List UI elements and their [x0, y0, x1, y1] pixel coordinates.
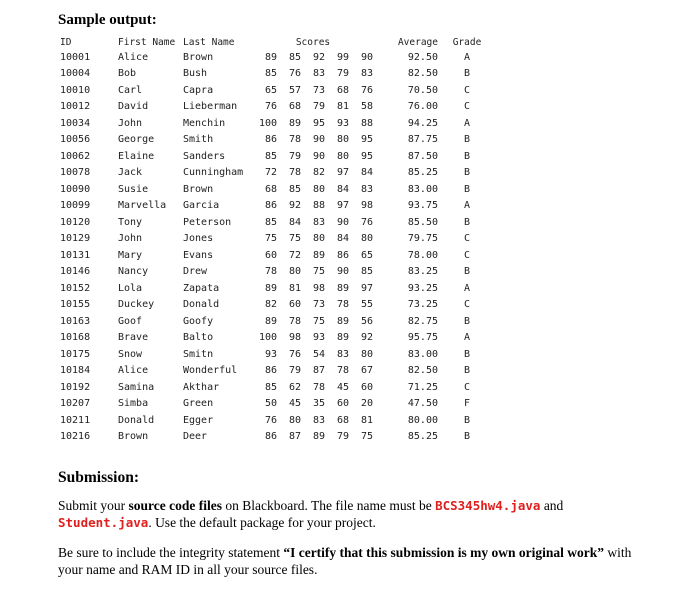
- table-row: [60, 198, 496, 215]
- cell-average: 82.50: [407, 365, 438, 377]
- cell-score: 80: [312, 233, 325, 245]
- cell-score: 88: [312, 200, 325, 212]
- cell-score: 87: [288, 431, 301, 443]
- cell-grade: B: [463, 414, 471, 426]
- cell-score: 97: [336, 167, 349, 179]
- cell-score: 82: [264, 299, 277, 311]
- cell-grade: B: [463, 68, 471, 80]
- cell-first-name: Donald: [118, 414, 155, 426]
- cell-average: 78.00: [407, 249, 438, 261]
- table-row: [60, 363, 496, 380]
- cell-score: 98: [360, 200, 373, 212]
- cell-grade: A: [463, 51, 471, 63]
- header-last-name: Last Name: [183, 36, 235, 48]
- cell-id: 10168: [60, 332, 91, 344]
- table-row: [60, 165, 496, 182]
- cell-score: 83: [312, 68, 325, 80]
- cell-id: 10192: [60, 381, 91, 393]
- cell-score: 80: [312, 183, 325, 195]
- cell-grade: B: [463, 167, 471, 179]
- cell-last-name: Brown: [183, 183, 214, 195]
- cell-score: 85: [264, 68, 277, 80]
- cell-score: 35: [312, 398, 325, 410]
- cell-score: 75: [288, 233, 301, 245]
- cell-id: 10129: [60, 233, 91, 245]
- cell-score: 76: [264, 414, 277, 426]
- cell-score: 79: [312, 101, 325, 113]
- cell-score: 80: [336, 150, 349, 162]
- cell-grade: B: [463, 315, 471, 327]
- cell-score: 50: [264, 398, 277, 410]
- cell-score: 86: [336, 249, 349, 261]
- cell-score: 80: [336, 134, 349, 146]
- cell-score: 90: [312, 134, 325, 146]
- cell-score: 97: [360, 282, 373, 294]
- filename-student: Student.java: [58, 515, 149, 530]
- cell-score: 65: [360, 249, 373, 261]
- cell-average: 76.00: [407, 101, 438, 113]
- cell-score: 89: [336, 332, 349, 344]
- cell-score: 88: [360, 117, 373, 129]
- cell-average: 80.00: [407, 414, 438, 426]
- cell-score: 80: [360, 348, 373, 360]
- cell-first-name: Brown: [118, 431, 149, 443]
- cell-grade: B: [463, 431, 471, 443]
- cell-score: 73: [312, 84, 325, 96]
- cell-score: 79: [336, 431, 349, 443]
- header-id: ID: [60, 36, 72, 48]
- sample-output-heading: Sample output:: [58, 12, 157, 28]
- cell-last-name: Smith: [183, 134, 214, 146]
- cell-average: 95.75: [407, 332, 438, 344]
- cell-first-name: Simba: [118, 398, 149, 410]
- cell-score: 83: [312, 414, 325, 426]
- cell-score: 76: [360, 84, 373, 96]
- cell-score: 95: [312, 117, 325, 129]
- cell-score: 65: [264, 84, 277, 96]
- table-row: [60, 379, 496, 396]
- table-row: [60, 231, 496, 248]
- cell-score: 89: [264, 282, 277, 294]
- cell-first-name: John: [118, 117, 143, 129]
- cell-last-name: Evans: [183, 249, 214, 261]
- cell-score: 76: [288, 68, 301, 80]
- cell-grade: C: [463, 84, 471, 96]
- cell-score: 100: [258, 332, 277, 344]
- cell-first-name: David: [118, 101, 149, 113]
- cell-first-name: Bob: [118, 68, 137, 80]
- cell-score: 81: [288, 282, 301, 294]
- cell-id: 10099: [60, 200, 91, 212]
- cell-score: 57: [288, 84, 301, 96]
- integrity-text-a: Be sure to include the integrity statement: [58, 545, 284, 560]
- cell-grade: C: [463, 233, 471, 245]
- cell-score: 76: [288, 348, 301, 360]
- cell-first-name: Alice: [118, 365, 149, 377]
- cell-average: 71.25: [407, 381, 438, 393]
- cell-score: 75: [264, 233, 277, 245]
- cell-score: 60: [336, 398, 349, 410]
- filename-main: BCS345hw4.java: [435, 498, 541, 513]
- cell-grade: B: [463, 266, 471, 278]
- cell-score: 80: [288, 266, 301, 278]
- cell-score: 76: [360, 216, 373, 228]
- cell-id: 10078: [60, 167, 91, 179]
- table-row: [60, 66, 496, 83]
- sample-output-table: [60, 35, 496, 445]
- cell-last-name: Capra: [183, 84, 214, 96]
- cell-average: 85.50: [407, 216, 438, 228]
- header-grade: Grade: [452, 36, 482, 48]
- cell-first-name: Brave: [118, 332, 149, 344]
- cell-last-name: Donald: [183, 299, 220, 311]
- cell-first-name: Tony: [118, 216, 143, 228]
- table-row: [60, 280, 496, 297]
- cell-score: 100: [258, 117, 277, 129]
- cell-score: 60: [288, 299, 301, 311]
- cell-average: 83.00: [407, 348, 438, 360]
- cell-score: 68: [288, 101, 301, 113]
- cell-average: 85.25: [407, 431, 438, 443]
- cell-id: 10131: [60, 249, 91, 261]
- cell-first-name: Elaine: [118, 150, 155, 162]
- cell-first-name: Carl: [118, 84, 143, 96]
- table-row: [60, 99, 496, 116]
- cell-score: 90: [312, 150, 325, 162]
- cell-first-name: Jack: [118, 167, 143, 179]
- table-row: [60, 396, 496, 413]
- cell-score: 89: [312, 431, 325, 443]
- cell-id: 10062: [60, 150, 91, 162]
- cell-last-name: Sanders: [183, 150, 226, 162]
- cell-average: 47.50: [407, 398, 438, 410]
- cell-score: 84: [360, 167, 373, 179]
- cell-grade: B: [463, 365, 471, 377]
- cell-id: 10211: [60, 414, 91, 426]
- cell-last-name: Smitn: [183, 348, 214, 360]
- cell-last-name: Peterson: [183, 216, 232, 228]
- submit-text-bold: source code files: [128, 498, 222, 513]
- cell-average: 82.75: [407, 315, 438, 327]
- cell-id: 10120: [60, 216, 91, 228]
- cell-id: 10184: [60, 365, 91, 377]
- submit-text-e: . Use the default package for your project.: [148, 515, 376, 530]
- cell-score: 56: [360, 315, 373, 327]
- cell-score: 20: [360, 398, 373, 410]
- table-row: [60, 412, 496, 429]
- cell-grade: C: [463, 381, 471, 393]
- cell-average: 93.25: [407, 282, 438, 294]
- cell-score: 90: [360, 51, 373, 63]
- cell-grade: B: [463, 134, 471, 146]
- cell-average: 93.75: [407, 200, 438, 212]
- cell-last-name: Garcia: [183, 200, 220, 212]
- cell-last-name: Egger: [183, 414, 214, 426]
- integrity-text-b: with your name and RAM ID in all your source files.: [58, 545, 632, 577]
- cell-score: 87: [312, 365, 325, 377]
- submission-heading: Submission:: [58, 469, 139, 486]
- cell-score: 54: [312, 348, 325, 360]
- cell-first-name: Snow: [118, 348, 143, 360]
- table-row: [60, 346, 496, 363]
- cell-score: 82: [312, 167, 325, 179]
- cell-score: 97: [336, 200, 349, 212]
- cell-score: 98: [288, 332, 301, 344]
- cell-score: 98: [312, 282, 325, 294]
- cell-last-name: Drew: [183, 266, 208, 278]
- cell-last-name: Akthar: [183, 381, 220, 393]
- table-header-row: [60, 35, 496, 49]
- cell-score: 81: [360, 414, 373, 426]
- cell-score: 93: [312, 332, 325, 344]
- cell-average: 73.25: [407, 299, 438, 311]
- cell-last-name: Jones: [183, 233, 214, 245]
- cell-grade: A: [463, 282, 471, 294]
- integrity-instructions: [58, 544, 658, 578]
- table-row: [60, 264, 496, 281]
- cell-score: 78: [264, 266, 277, 278]
- cell-score: 72: [288, 249, 301, 261]
- cell-score: 60: [264, 249, 277, 261]
- cell-score: 80: [360, 233, 373, 245]
- cell-score: 85: [264, 381, 277, 393]
- cell-score: 83: [312, 216, 325, 228]
- cell-score: 90: [336, 266, 349, 278]
- cell-score: 92: [288, 200, 301, 212]
- cell-grade: B: [463, 150, 471, 162]
- cell-score: 55: [360, 299, 373, 311]
- cell-score: 78: [336, 365, 349, 377]
- cell-score: 92: [360, 332, 373, 344]
- cell-grade: F: [463, 398, 471, 410]
- cell-score: 92: [312, 51, 325, 63]
- cell-grade: A: [463, 200, 471, 212]
- cell-score: 78: [288, 134, 301, 146]
- cell-score: 89: [336, 282, 349, 294]
- cell-id: 10163: [60, 315, 91, 327]
- cell-average: 70.50: [407, 84, 438, 96]
- cell-score: 86: [264, 365, 277, 377]
- cell-score: 76: [264, 101, 277, 113]
- cell-score: 84: [288, 216, 301, 228]
- cell-average: 82.50: [407, 68, 438, 80]
- cell-score: 86: [264, 431, 277, 443]
- cell-score: 78: [336, 299, 349, 311]
- cell-score: 75: [312, 315, 325, 327]
- cell-first-name: Nancy: [118, 266, 149, 278]
- cell-last-name: Zapata: [183, 282, 220, 294]
- cell-score: 81: [336, 101, 349, 113]
- cell-score: 58: [360, 101, 373, 113]
- cell-id: 10152: [60, 282, 91, 294]
- header-first-name: First Name: [118, 36, 176, 48]
- cell-score: 99: [336, 51, 349, 63]
- cell-score: 89: [336, 315, 349, 327]
- cell-score: 68: [336, 84, 349, 96]
- cell-score: 89: [264, 51, 277, 63]
- cell-score: 78: [288, 315, 301, 327]
- cell-grade: C: [463, 101, 471, 113]
- table-row: [60, 181, 496, 198]
- cell-last-name: Goofy: [183, 315, 214, 327]
- cell-score: 78: [288, 167, 301, 179]
- cell-first-name: Alice: [118, 51, 149, 63]
- cell-average: 83.00: [407, 183, 438, 195]
- cell-last-name: Lieberman: [183, 101, 238, 113]
- table-row: [60, 313, 496, 330]
- cell-average: 87.75: [407, 134, 438, 146]
- cell-score: 89: [312, 249, 325, 261]
- table-row: [60, 429, 496, 446]
- cell-id: 10010: [60, 84, 91, 96]
- cell-score: 83: [336, 348, 349, 360]
- cell-score: 89: [264, 315, 277, 327]
- cell-score: 75: [312, 266, 325, 278]
- cell-grade: A: [463, 332, 471, 344]
- cell-score: 90: [336, 216, 349, 228]
- cell-last-name: Green: [183, 398, 214, 410]
- table-row: [60, 214, 496, 231]
- cell-score: 95: [360, 150, 373, 162]
- cell-grade: C: [463, 299, 471, 311]
- cell-last-name: Bush: [183, 68, 208, 80]
- cell-score: 85: [264, 216, 277, 228]
- cell-first-name: Samina: [118, 381, 155, 393]
- cell-score: 79: [336, 68, 349, 80]
- cell-id: 10012: [60, 101, 91, 113]
- cell-score: 75: [360, 431, 373, 443]
- cell-score: 85: [264, 150, 277, 162]
- cell-average: 85.25: [407, 167, 438, 179]
- cell-score: 62: [288, 381, 301, 393]
- table-row: [60, 297, 496, 314]
- table-row: [60, 115, 496, 132]
- cell-last-name: Menchin: [183, 117, 226, 129]
- cell-score: 86: [264, 134, 277, 146]
- table-row: [60, 49, 496, 66]
- cell-id: 10056: [60, 134, 91, 146]
- submit-instructions: [58, 497, 658, 531]
- cell-score: 80: [288, 414, 301, 426]
- cell-score: 79: [288, 365, 301, 377]
- cell-id: 10004: [60, 68, 91, 80]
- cell-first-name: Duckey: [118, 299, 155, 311]
- cell-score: 93: [336, 117, 349, 129]
- cell-score: 85: [288, 51, 301, 63]
- cell-id: 10034: [60, 117, 91, 129]
- cell-score: 45: [288, 398, 301, 410]
- table-row: [60, 330, 496, 347]
- cell-first-name: John: [118, 233, 143, 245]
- cell-id: 10175: [60, 348, 91, 360]
- cell-first-name: Lola: [118, 282, 143, 294]
- cell-grade: B: [463, 348, 471, 360]
- table-row: [60, 247, 496, 264]
- cell-score: 68: [336, 414, 349, 426]
- cell-id: 10090: [60, 183, 91, 195]
- cell-first-name: Susie: [118, 183, 149, 195]
- cell-id: 10216: [60, 431, 91, 443]
- submit-text-d: and: [540, 498, 564, 513]
- cell-id: 10001: [60, 51, 91, 63]
- cell-score: 60: [360, 381, 373, 393]
- cell-grade: B: [463, 216, 471, 228]
- cell-score: 79: [288, 150, 301, 162]
- table-row: [60, 148, 496, 165]
- cell-score: 89: [288, 117, 301, 129]
- cell-last-name: Brown: [183, 51, 214, 63]
- table-row: [60, 132, 496, 149]
- table-row: [60, 82, 496, 99]
- cell-last-name: Deer: [183, 431, 208, 443]
- cell-last-name: Wonderful: [183, 365, 238, 377]
- cell-score: 72: [264, 167, 277, 179]
- cell-score: 83: [360, 183, 373, 195]
- cell-first-name: Goof: [118, 315, 143, 327]
- submit-text-c: on Blackboard. The file name must be: [222, 498, 436, 513]
- cell-id: 10146: [60, 266, 91, 278]
- cell-average: 79.75: [407, 233, 438, 245]
- header-average: Average: [397, 36, 438, 48]
- submit-text-a: Submit your: [58, 498, 129, 513]
- cell-grade: B: [463, 183, 471, 195]
- cell-average: 87.50: [407, 150, 438, 162]
- cell-average: 94.25: [407, 117, 438, 129]
- cell-score: 93: [264, 348, 277, 360]
- cell-first-name: Mary: [118, 249, 143, 261]
- cell-last-name: Cunningham: [183, 167, 244, 179]
- cell-score: 83: [360, 68, 373, 80]
- cell-score: 73: [312, 299, 325, 311]
- cell-id: 10207: [60, 398, 91, 410]
- cell-id: 10155: [60, 299, 91, 311]
- cell-average: 92.50: [407, 51, 438, 63]
- cell-score: 86: [264, 200, 277, 212]
- header-scores: Scores: [295, 36, 331, 48]
- cell-score: 68: [264, 183, 277, 195]
- cell-first-name: Marvella: [118, 200, 167, 212]
- cell-score: 45: [336, 381, 349, 393]
- cell-score: 84: [336, 233, 349, 245]
- cell-score: 85: [288, 183, 301, 195]
- cell-score: 67: [360, 365, 373, 377]
- cell-last-name: Balto: [183, 332, 214, 344]
- cell-score: 85: [360, 266, 373, 278]
- cell-average: 83.25: [407, 266, 438, 278]
- cell-score: 78: [312, 381, 325, 393]
- cell-score: 84: [336, 183, 349, 195]
- cell-score: 95: [360, 134, 373, 146]
- cell-grade: C: [463, 249, 471, 261]
- integrity-quote: “I certify that this submission is my own original work”: [283, 545, 604, 560]
- cell-first-name: George: [118, 134, 155, 146]
- cell-grade: A: [463, 117, 471, 129]
